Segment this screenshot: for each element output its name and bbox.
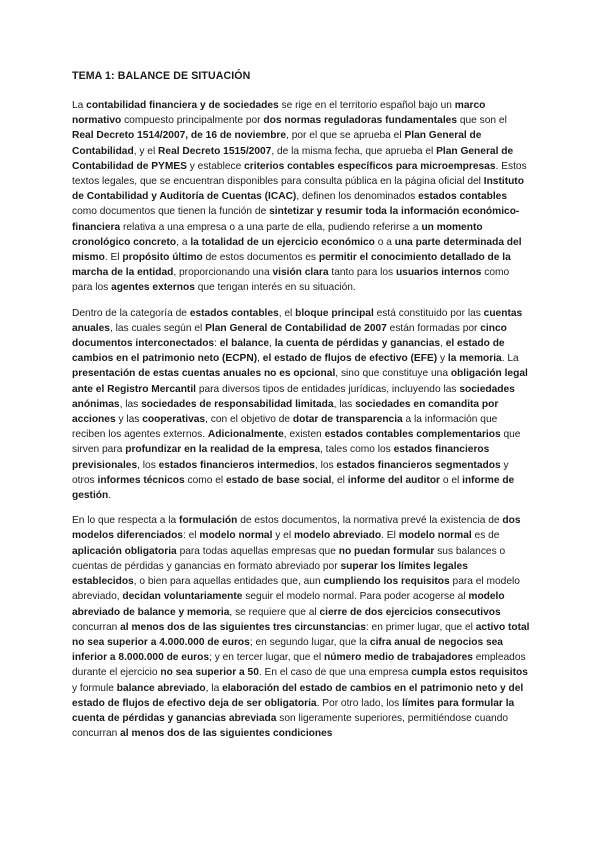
- text-run: , sino que constituye una: [335, 368, 451, 380]
- text-run: para todas aquellas empresas que: [176, 545, 339, 557]
- text-run: Dentro de la categoría de: [72, 307, 190, 319]
- bold-run: Instituto de Contabilidad y Auditoría de Cuentas (ICAC): [72, 176, 524, 203]
- text-run: como el: [184, 474, 227, 486]
- document-body: [72, 98, 530, 741]
- bold-run: dos modelos diferenciados: [72, 515, 521, 542]
- bold-run: estados financieros intermedios: [158, 459, 315, 471]
- text-run: como documentos que tienen la función de: [72, 206, 270, 218]
- text-run: . El: [381, 530, 399, 542]
- text-run: ; y en tercer lugar, que el: [209, 652, 325, 664]
- text-run: se rige en el territorio español bajo un: [278, 100, 455, 111]
- bold-run: informe de gestión: [72, 474, 515, 502]
- bold-run: cuentas anuales: [72, 307, 523, 334]
- bold-run: estados financieros previsionales: [72, 444, 490, 471]
- bold-run: agentes externos: [111, 282, 195, 294]
- bold-run: sociedades anónimas: [72, 383, 515, 410]
- text-run: , por el que se aprueba el: [286, 130, 405, 142]
- text-run: , definen los denominados: [296, 191, 419, 203]
- bold-run: sociedades en comandita por acciones: [72, 398, 499, 426]
- text-run: , con el objetivo de: [205, 414, 293, 426]
- text-run: empleados durante el ejercicio: [72, 652, 526, 679]
- bold-run: visión clara: [272, 267, 329, 279]
- paragraph: [72, 513, 530, 741]
- text-run: a la información que reciben los agentes externos.: [72, 414, 498, 441]
- bold-run: Adicionalmente: [207, 429, 284, 441]
- text-run: . El: [104, 252, 123, 264]
- text-run: : el: [182, 530, 200, 542]
- bold-run: estados financieros segmentados: [336, 459, 501, 471]
- bold-run: decidan voluntariamente: [122, 591, 243, 603]
- bold-run: el estado de cambios en el patrimonio neto (ECPN): [72, 338, 505, 365]
- text-run: , los: [137, 459, 159, 471]
- text-run: ,: [440, 338, 446, 350]
- paragraph: [72, 98, 530, 296]
- bold-run: formulación: [179, 515, 238, 527]
- bold-run: obligación legal ante el Registro Mercantil: [72, 368, 528, 395]
- bold-run: un momento cronológico concreto: [72, 221, 483, 248]
- text-run: ; en segundo lugar, que la: [249, 636, 370, 648]
- bold-run: no sea superior a 50: [160, 667, 259, 679]
- text-run: La: [72, 100, 87, 111]
- bold-run: cinco documentos interconectados: [72, 322, 507, 350]
- bold-run: propósito último: [122, 252, 203, 264]
- text-run: , a: [176, 236, 191, 248]
- bold-run: permitir el conocimiento detallado de la marcha de la entidad: [72, 252, 511, 279]
- bold-run: Plan General de Contabilidad de 2007: [205, 322, 387, 334]
- text-run: . La: [501, 353, 519, 365]
- bold-run: Plan General de Contabilidad: [72, 130, 482, 157]
- text-run: ,: [269, 338, 275, 350]
- text-run: , de la misma fecha, que aprueba el: [271, 145, 437, 157]
- bold-run: cumpla estos requisitos: [411, 667, 528, 679]
- text-run: y: [437, 353, 448, 365]
- bold-run: la totalidad de un ejercicio económico: [190, 236, 375, 248]
- text-run: están formadas por: [386, 322, 481, 334]
- text-run: que son el: [457, 115, 507, 127]
- text-run: para el modelo abreviado,: [72, 576, 520, 603]
- text-run: como para los: [72, 267, 510, 294]
- text-run: En lo que respecta a la: [72, 515, 180, 527]
- text-run: y establece: [186, 160, 245, 172]
- text-run: :: [214, 338, 220, 350]
- bold-run: contabilidad financiera y de sociedades: [86, 100, 279, 111]
- bold-run: Real Decreto 1515/2007: [158, 145, 272, 157]
- text-run: son ligeramente superiores, permitiéndose cuando concurran: [72, 712, 509, 740]
- paragraph: [72, 306, 530, 504]
- text-run: tanto para los: [328, 267, 396, 279]
- bold-run: profundizar en la realidad de la empresa: [125, 444, 320, 456]
- text-run: de estos documentos es: [202, 252, 319, 264]
- bold-run: criterios contables específicos para microempresas: [244, 160, 496, 172]
- text-run: o el: [440, 474, 463, 486]
- bold-run: Plan General de Contabilidad de PYMES: [72, 145, 514, 172]
- text-run: , el: [331, 474, 348, 486]
- bold-run: el balance: [219, 338, 270, 350]
- bold-run: sociedades de responsabilidad limitada: [141, 398, 334, 410]
- bold-run: activo total no sea superior a 4.000.000 de euros: [72, 621, 530, 648]
- text-run: seguir el modelo normal. Para poder acogerse al: [242, 591, 469, 603]
- bold-run: aplicación obligatoria: [72, 545, 177, 557]
- bold-run: informe del auditor: [347, 474, 441, 486]
- text-run: que tengan interés en su situación.: [194, 282, 356, 294]
- bold-run: modelo abreviado: [293, 530, 382, 542]
- bold-run: una parte determinada del mismo: [72, 236, 522, 264]
- text-run: ,: [257, 353, 263, 365]
- bold-run: superar los límites legales establecidos: [72, 560, 468, 588]
- bold-run: modelo normal: [398, 530, 472, 542]
- bold-run: al menos dos de las siguientes tres circunstancias: [120, 621, 366, 633]
- bold-run: marco normativo: [72, 100, 486, 127]
- bold-run: cooperativas: [142, 414, 206, 426]
- bold-run: sintetizar y resumir toda la información económico-financiera: [72, 206, 520, 233]
- text-run: , o bien para aquellas entidades que, aun: [133, 576, 324, 588]
- text-run: , la: [205, 682, 223, 694]
- bold-run: elaboración del estado de cambios en el patrimonio neto y del estado de flujos de efectivo deja de ser obligatoria: [72, 682, 524, 709]
- text-run: relativa a una empresa o a una parte de ella, pudiendo referirse a: [120, 221, 422, 233]
- bold-run: al menos dos de las siguientes condiciones: [120, 728, 333, 740]
- text-run: .: [108, 490, 112, 502]
- text-run: para diversos tipos de entidades jurídicas, incluyendo las: [195, 383, 460, 395]
- bold-run: bloque principal: [295, 307, 374, 319]
- text-run: . En el caso de que una empresa: [258, 667, 412, 679]
- text-run: está constituido por las: [373, 307, 484, 319]
- bold-run: balance abreviado: [116, 682, 206, 694]
- text-run: sus balances o cuentas de pérdidas y ganancias en formato abreviado por: [72, 545, 506, 572]
- bold-run: cierre de dos ejercicios consecutivos: [319, 606, 501, 618]
- bold-run: estados contables: [418, 191, 507, 203]
- text-run: . Estos textos legales, que se encuentran disponibles para consulta pública en la página oficial del: [72, 160, 527, 188]
- bold-run: cumpliendo los requisitos: [323, 576, 450, 588]
- text-run: y el: [272, 530, 294, 542]
- text-run: , existen: [283, 429, 325, 441]
- text-run: concurran: [72, 621, 121, 633]
- text-run: . Por otro lado, los: [316, 697, 403, 709]
- bold-run: la memoria: [447, 353, 502, 365]
- bold-run: modelo abreviado de balance y memoria: [72, 591, 505, 618]
- text-run: o a: [374, 236, 395, 248]
- text-run: , el: [278, 307, 296, 319]
- bold-run: el estado de flujos de efectivo (EFE): [262, 353, 438, 365]
- text-run: , y el: [133, 145, 159, 157]
- text-run: , se requiere que al: [229, 606, 320, 618]
- text-run: de estos documentos, la normativa prevé la existencia de: [237, 515, 503, 527]
- bold-run: dotar de transparencia: [292, 414, 403, 426]
- bold-run: dos normas reguladoras fundamentales: [263, 115, 458, 127]
- bold-run: presentación de estas cuentas anuales no es opcional: [72, 368, 336, 380]
- text-run: , las: [119, 398, 142, 410]
- bold-run: número medio de trabajadores: [324, 652, 473, 664]
- text-run: y las: [115, 414, 143, 426]
- bold-run: modelo normal: [199, 530, 273, 542]
- text-run: , los: [314, 459, 337, 471]
- text-run: compuesto principalmente por: [121, 115, 264, 127]
- bold-run: estado de base social: [226, 474, 332, 486]
- bold-run: cifra anual de negocios sea inferior a 8.000.000 de euros: [72, 636, 503, 664]
- bold-run: estados contables complementarios: [324, 429, 501, 441]
- text-run: : en primer lugar, que el: [365, 621, 476, 633]
- bold-run: la cuenta de pérdidas y ganancias: [274, 338, 441, 350]
- bold-run: estados contables: [189, 307, 279, 319]
- text-run: , las cuales según el: [109, 322, 206, 334]
- bold-run: usuarios internos: [395, 267, 482, 279]
- text-run: , tales como los: [320, 444, 394, 456]
- text-run: es de: [471, 530, 500, 542]
- text-run: , proporcionando una: [173, 267, 273, 279]
- text-run: y formule: [72, 682, 117, 694]
- text-run: que sirven para: [72, 429, 521, 456]
- bold-run: límites para formular la cuenta de pérdidas y ganancias abreviada: [72, 697, 515, 724]
- bold-run: Real Decreto 1514/2007, de 16 de noviembre: [72, 130, 287, 142]
- text-run: y otros: [72, 459, 509, 486]
- bold-run: no puedan formular: [338, 545, 435, 557]
- text-run: , las: [333, 398, 356, 410]
- bold-run: informes técnicos: [97, 474, 185, 486]
- document-title: TEMA 1: BALANCE DE SITUACIÓN: [72, 70, 251, 82]
